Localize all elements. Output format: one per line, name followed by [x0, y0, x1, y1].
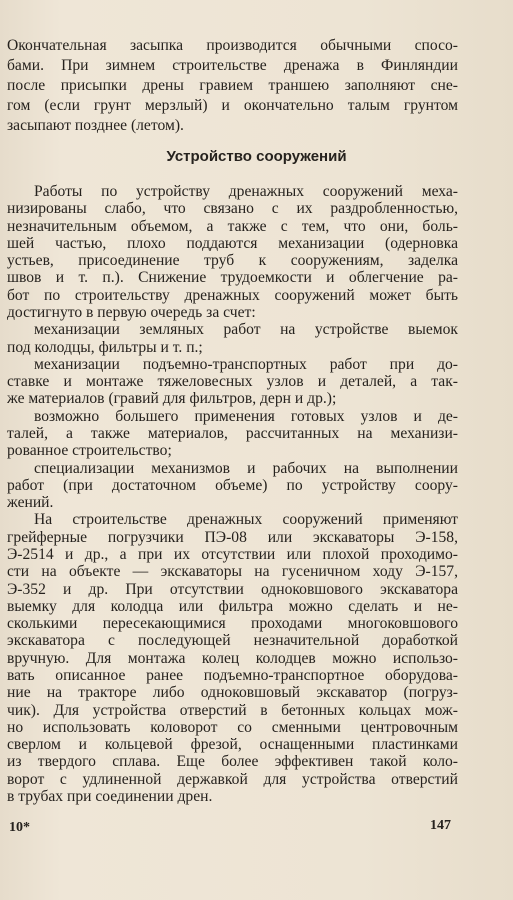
text-line: гом (если грунт мерзлый) и окончательно талым грунтом: [7, 97, 458, 114]
text-line: сти на объекте — экскаваторы на гусеничном ходу Э-157,: [7, 563, 458, 581]
text-line: же материалов (гравий для фильтров, дерн и др.);: [7, 390, 337, 408]
text-line: сверлом и кольцевой фрезой, оснащенными пластинками: [7, 736, 458, 754]
text-line: грейферные погрузчики ПЭ-08 или экскаваторы Э-158,: [7, 528, 458, 546]
text-line: низированы слабо, что связано с их раздробленностью,: [7, 200, 458, 218]
text-line: работ (при достаточном объеме) по устройству соору-: [7, 476, 458, 494]
text-line: Окончательная засыпка производится обычными спосо-: [7, 37, 458, 54]
section-heading: Устройство сооружений: [166, 148, 347, 165]
text-line: жений.: [7, 494, 54, 512]
text-line: рованное строительство;: [7, 442, 172, 460]
text-line: Работы по устройству дренажных сооружений меха-: [34, 183, 458, 200]
text-line: швов и т. п.). Снижение трудоемкости и облегчение ра-: [7, 269, 458, 287]
text-line: ние на тракторе либо одноковшовый экскаватор (погруз-: [7, 684, 458, 702]
text-line: сколькими пересекающимися проходами многоковшового: [7, 615, 458, 633]
text-line: бот по строительству дренажных сооружений может быть: [7, 286, 458, 304]
text-line: под колодцы, фильтры и т. п.;: [7, 338, 203, 356]
text-line: механизации земляных работ на устройстве выемок: [34, 321, 458, 339]
text-line: Э-352 и др. При отсутствии одноковшового экскаватора: [7, 580, 458, 598]
text-line: талей, а также материалов, рассчитанных на механизи-: [7, 425, 458, 442]
text-line: в трубах при соединении дрен.: [7, 788, 213, 805]
text-line: шей частью, плохо поддаются механизации (одерновка: [7, 234, 458, 252]
text-line: выемку для колодца или фильтра можно сделать и не-: [7, 597, 458, 615]
text-line: вать описанное ранее подъемно-транспортное оборудова-: [7, 667, 458, 684]
text-line: бами. При зимнем строительстве дренажа в Финляндии: [7, 57, 458, 74]
text-line: но использовать коловорот со сменными центровочным: [7, 718, 458, 736]
signature-mark: 10*: [9, 820, 30, 835]
page-number: 147: [430, 818, 451, 833]
text-line: На строительстве дренажных сооружений применяют: [34, 511, 458, 529]
text-line: специализации механизмов и рабочих на выполнении: [34, 459, 458, 477]
text-line: ворот с удлиненной державкой для устройства отверстий: [7, 770, 458, 788]
text-line: механизации подъемно-транспортных работ при до-: [34, 355, 458, 373]
text-line: незначительным объемом, а также с тем, что они, боль-: [7, 217, 458, 235]
text-line: вручную. Для монтажа колец колодцев можно использо-: [7, 649, 458, 667]
text-line: возможно большего применения готовых узлов и де-: [34, 407, 458, 425]
text-line: экскаватора с последующей незначительной доработкой: [7, 632, 458, 650]
text-line: Э-2514 и др., а при их отсутствии или плохой проходимо-: [7, 546, 458, 563]
text-line: ставке и монтаже тяжеловесных узлов и деталей, а так-: [7, 373, 458, 391]
text-line: засыпают позднее (летом).: [7, 117, 184, 134]
text-line: достигнуто в первую очередь за счет:: [7, 304, 256, 321]
text-line: из твердого сплава. Еще более эффективен такой коло-: [7, 753, 458, 771]
text-line: устьев, присоединение труб к сооружениям, заделка: [7, 252, 458, 270]
text-line: после присыпки дрены гравием траншею заполняют сне-: [7, 77, 458, 94]
text-line: чик). Для устройства отверстий в бетонных кольцах мож-: [7, 701, 458, 719]
